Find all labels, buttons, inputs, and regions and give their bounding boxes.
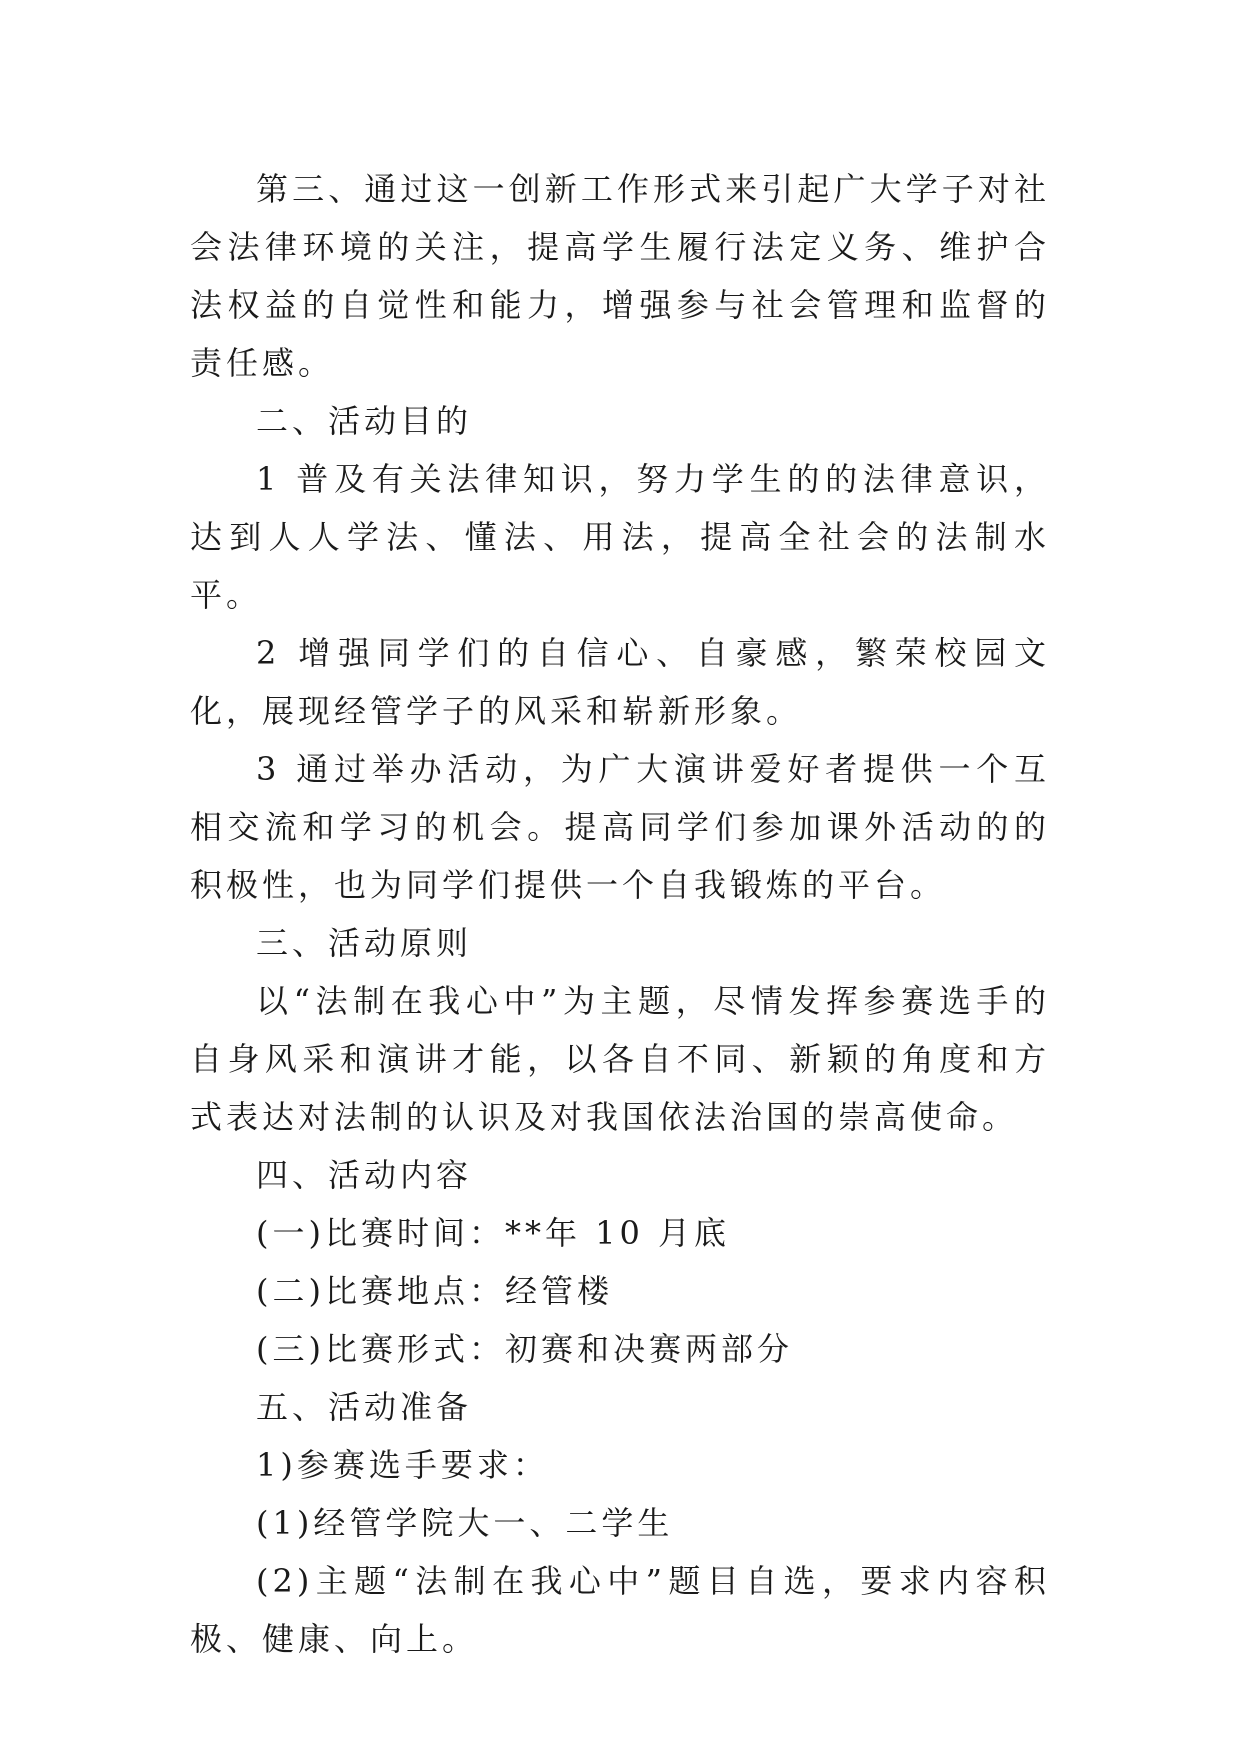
heading-activity-preparation: 五、活动准备: [256, 1388, 473, 1426]
content-item-location: (二)比赛地点：经管楼: [256, 1272, 613, 1310]
document-body: [190, 160, 1050, 1668]
goal-item-3: 3 通过举办活动，为广大演讲爱好者提供一个互相交流和学习的机会。提高同学们参加课外活动的的积极性，也为同学们提供一个自我锻炼的平台。: [190, 750, 1050, 904]
principle-paragraph: 以“法制在我心中”为主题，尽情发挥参赛选手的自身风采和演讲才能，以各自不同、新颖的角度和方式表达对法制的认识及对我国依法治国的崇高使命。: [190, 982, 1050, 1136]
heading-activity-content: 四、活动内容: [256, 1156, 473, 1194]
content-item-time: (一)比赛时间：**年 10 月底: [256, 1214, 731, 1252]
goal-item-1: 1 普及有关法律知识，努力学生的的法律意识，达到人人学法、懂法、用法，提高全社会的法制水平。: [190, 460, 1050, 614]
goal-item-2: 2 增强同学们的自信心、自豪感，繁荣校园文化，展现经管学子的风采和崭新形象。: [190, 634, 1050, 730]
paragraph-purpose-third: 第三、通过这一创新工作形式来引起广大学子对社会法律环境的关注，提高学生履行法定义务、维护合法权益的自觉性和能力，增强参与社会管理和监督的责任感。: [190, 170, 1050, 382]
preparation-item-requirements: 1)参赛选手要求：: [256, 1446, 549, 1484]
requirement-item-1: (1)经管学院大一、二学生: [256, 1504, 674, 1542]
heading-activity-principles: 三、活动原则: [256, 924, 473, 962]
requirement-item-2: (2)主题“法制在我心中”题目自选，要求内容积极、健康、向上。: [190, 1562, 1050, 1658]
content-item-format: (三)比赛形式：初赛和决赛两部分: [256, 1330, 793, 1368]
heading-activity-goals: 二、活动目的: [256, 402, 473, 440]
